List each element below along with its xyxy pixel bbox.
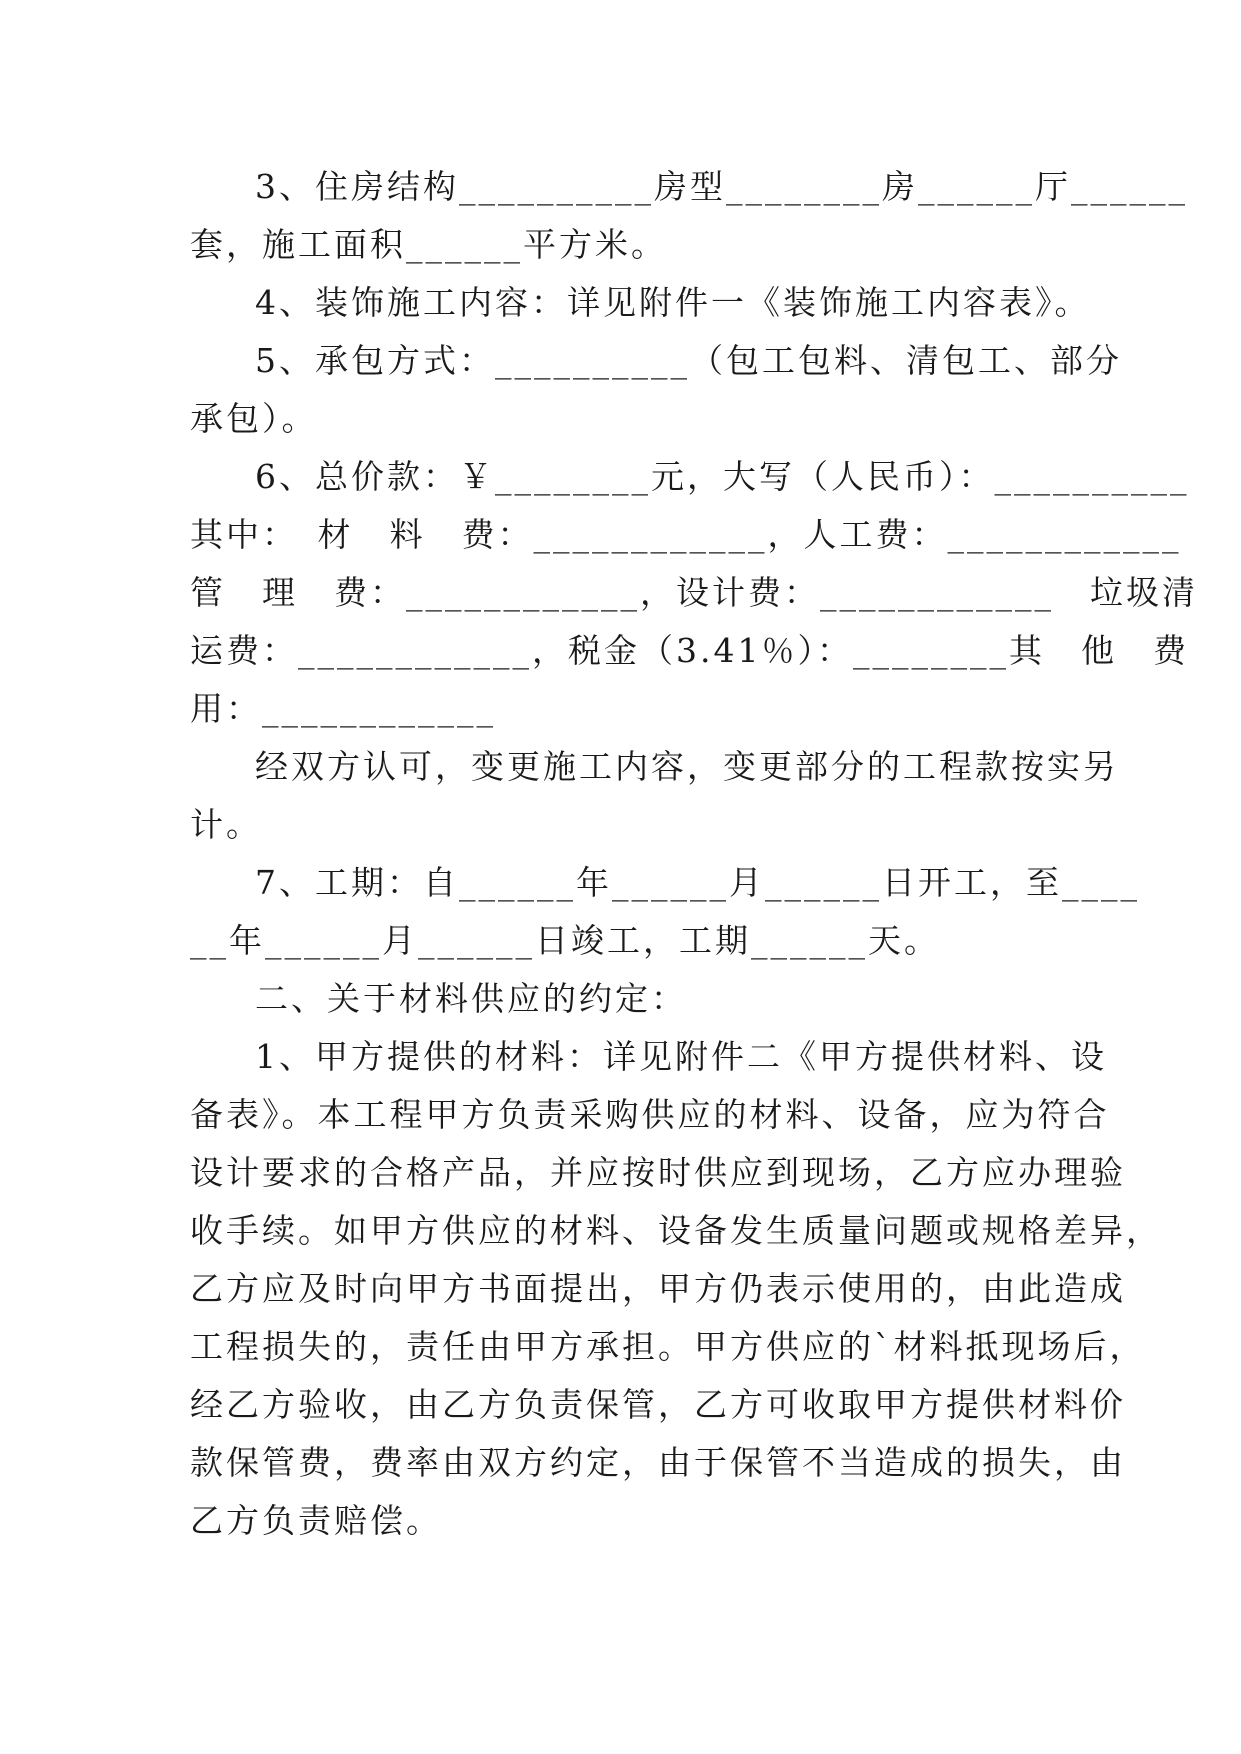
text-line: 经乙方验收，由乙方负责保管，乙方可收取甲方提供材料价 (190, 1385, 1126, 1424)
text-line: 7、工期：自______年______月______日开工，至____ (255, 863, 1140, 902)
text-line: 经双方认可，变更施工内容，变更部分的工程款按实另 (255, 747, 1119, 786)
section-heading: 二、关于材料供应的约定： (255, 979, 687, 1018)
text-line: 备表》。本工程甲方负责采购供应的材料、设备，应为符合 (190, 1095, 1110, 1134)
text-line: 其中： 材 料 费：____________，人工费：____________ (190, 515, 1182, 554)
text-line: 运费：____________，税金（3.41％）：________其 他 费 (190, 631, 1189, 670)
text-line: 1、甲方提供的材料：详见附件二《甲方提供材料、设 (255, 1037, 1107, 1076)
text-line: 3、住房结构__________房型________房______厅______ (255, 167, 1188, 206)
text-line: 管 理 费：____________，设计费：____________ 垃圾清 (190, 573, 1198, 612)
text-line: 套，施工面积______平方米。 (190, 225, 667, 264)
text-line: 款保管费，费率由双方约定，由于保管不当造成的损失，由 (190, 1443, 1126, 1482)
text-line: __年______月______日竣工，工期______天。 (190, 921, 940, 960)
text-line: 4、装饰施工内容：详见附件一《装饰施工内容表》。 (255, 283, 1091, 322)
text-line: 收手续。如甲方供应的材料、设备发生质量问题或规格差异， (190, 1211, 1162, 1250)
text-line: 设计要求的合格产品，并应按时供应到现场，乙方应办理验 (190, 1153, 1126, 1192)
text-line: 工程损失的，责任由甲方承担。甲方供应的`材料抵现场后， (190, 1327, 1146, 1366)
text-line: 6、总价款：￥________元，大写（人民币）：__________ (255, 457, 1190, 496)
text-line: 用：____________ (190, 689, 496, 728)
text-line: 5、承包方式：__________（包工包料、清包工、部分 (255, 341, 1122, 380)
text-line: 乙方负责赔偿。 (190, 1501, 442, 1540)
text-line: 计。 (190, 805, 262, 844)
text-line: 乙方应及时向甲方书面提出，甲方仍表示使用的，由此造成 (190, 1269, 1126, 1308)
text-line: 承包）。 (190, 399, 318, 438)
